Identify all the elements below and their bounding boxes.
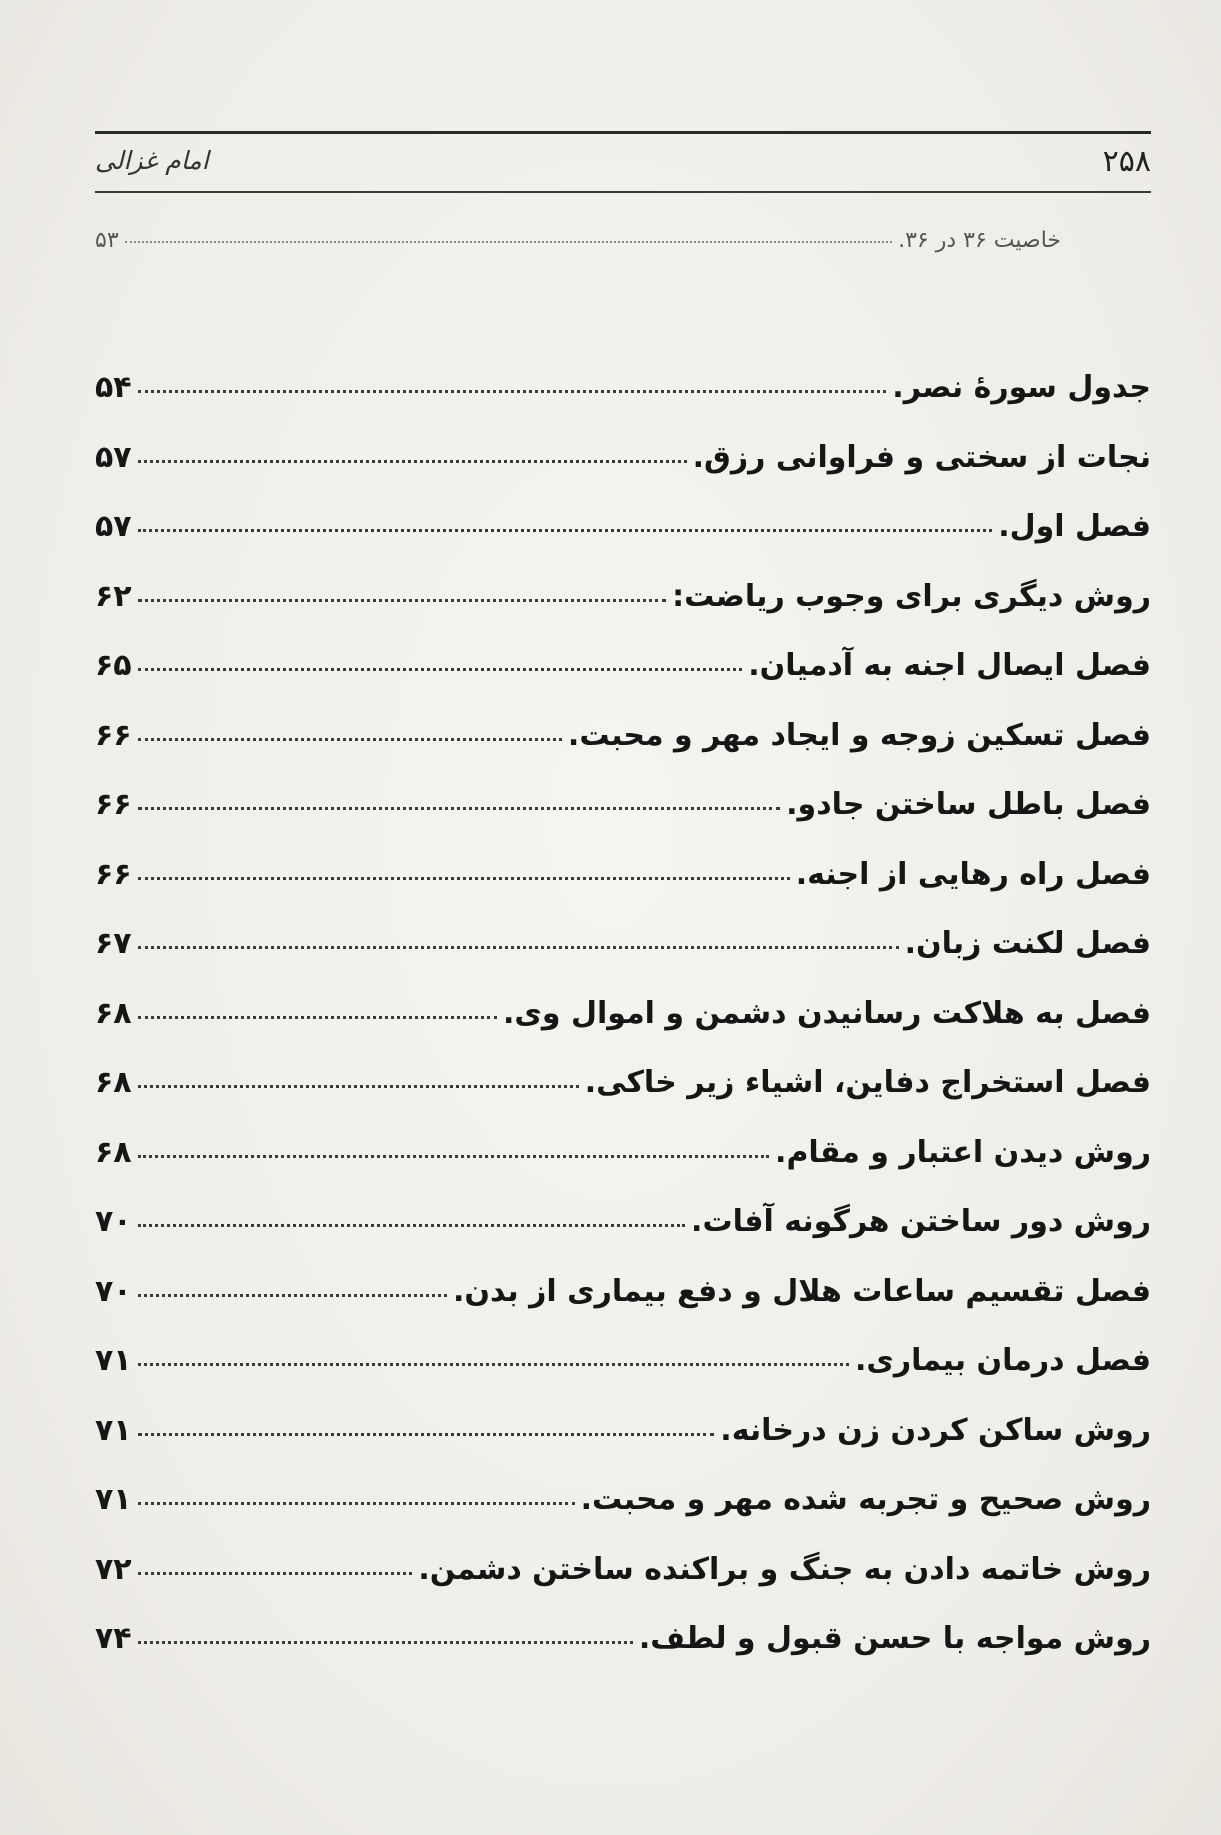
table-of-contents [95, 228, 1151, 1691]
toc-entry-page: ۶۸ [95, 1134, 132, 1170]
toc-entry-title: نجات از سختی و فراوانی رزق. [692, 439, 1151, 475]
toc-entry [95, 787, 1151, 857]
toc-entry [95, 718, 1151, 788]
toc-entry-page: ۶۸ [95, 1065, 132, 1100]
toc-entry-title: فصل اول. [998, 509, 1151, 544]
toc-entry-page: ۷۱ [95, 1412, 132, 1448]
dot-leader [138, 529, 993, 532]
toc-entry [95, 370, 1151, 440]
toc-entry [95, 926, 1151, 996]
toc-entry [95, 1621, 1151, 1691]
toc-entry [95, 996, 1151, 1066]
toc-entry-title: روش صحیح و تجربه شده مهر و محبت. [580, 1482, 1151, 1517]
toc-entry-title: فصل تسکین زوجه و ایجاد مهر و محبت. [567, 717, 1151, 753]
toc-entry-page: ۵۴ [95, 370, 132, 405]
dot-leader [138, 1155, 769, 1158]
dot-leader [138, 1085, 579, 1088]
toc-entry-title: روش دور ساختن هرگونه آفات. [691, 1204, 1151, 1239]
toc-entry-page: ۷۱ [95, 1482, 132, 1517]
dot-leader [138, 1363, 849, 1366]
book-title: امام غزالی [95, 146, 209, 175]
dot-leader [138, 460, 687, 463]
toc-entry-title: فصل باطل ساختن جادو. [786, 787, 1151, 822]
toc-entry [95, 1274, 1151, 1344]
toc-entry-page: ۶۷ [95, 926, 132, 961]
toc-entry-page: ۶۵ [95, 648, 132, 683]
toc-entry-page: ۷۱ [95, 1343, 132, 1378]
running-head [95, 138, 1151, 188]
toc-entry-page: ۷۰ [95, 1273, 132, 1309]
header-top-rule [95, 131, 1151, 134]
toc-entry [95, 1482, 1151, 1552]
dot-leader [138, 807, 781, 810]
toc-entry [95, 509, 1151, 579]
toc-entry [95, 1552, 1151, 1622]
dot-leader [138, 1016, 497, 1019]
page-number: ۲۵۸ [1102, 144, 1151, 179]
toc-entry-title: فصل به هلاکت رسانیدن دشمن و اموال وی. [503, 995, 1151, 1031]
dot-leader [125, 241, 892, 243]
toc-entry-page: ۶۶ [95, 787, 132, 822]
toc-entry-page: ۵۷ [95, 509, 132, 544]
toc-entry-page: ۷۲ [95, 1551, 132, 1587]
dot-leader [138, 668, 743, 671]
toc-entry [95, 579, 1151, 649]
toc-entry-title: روش مواجه با حسن قبول و لطف. [638, 1621, 1151, 1656]
toc-entry [95, 1413, 1151, 1483]
toc-entry [95, 857, 1151, 927]
dot-leader [138, 1502, 575, 1505]
dot-leader [138, 1572, 413, 1575]
toc-entry [95, 648, 1151, 718]
dot-leader [138, 738, 562, 741]
toc-entry [95, 1135, 1151, 1205]
toc-entry-title: روش دیدن اعتبار و مقام. [775, 1134, 1151, 1170]
dot-leader [138, 390, 887, 393]
dot-leader [138, 599, 667, 602]
toc-entry-page: ۶۶ [95, 856, 132, 892]
toc-entry-page: ۷۰ [95, 1204, 132, 1239]
dot-leader [138, 946, 899, 949]
toc-entry-title: فصل ایصال اجنه به آدمیان. [748, 648, 1151, 683]
toc-entry-title: خاصیت ۳۶ در ۳۶. [898, 228, 1061, 253]
toc-entry-page: ۷۴ [95, 1621, 132, 1656]
toc-entry [95, 1204, 1151, 1274]
toc-entry [95, 1065, 1151, 1135]
dot-leader [138, 1641, 633, 1644]
dot-leader [138, 1224, 685, 1227]
toc-entry-page: ۶۶ [95, 717, 132, 753]
toc-entry-title: روش دیگری برای وجوب ریاضت: [672, 578, 1151, 614]
toc-entry-title: فصل تقسیم ساعات هلال و دفع بیماری از بدن. [453, 1273, 1151, 1309]
dot-leader [138, 1433, 715, 1436]
toc-entry [95, 1343, 1151, 1413]
toc-entry-title: روش ساکن کردن زن درخانه. [720, 1412, 1151, 1448]
toc-entry-page: ۵۷ [95, 439, 132, 475]
dot-leader [138, 877, 790, 880]
toc-entry [95, 228, 1151, 278]
toc-entry-title: روش خاتمه دادن به جنگ و براکنده ساختن دشمن. [418, 1551, 1151, 1587]
toc-entry-page: ۶۸ [95, 995, 132, 1031]
toc-entry-page: ۵۳ [95, 228, 119, 253]
toc-entry-page: ۶۲ [95, 578, 132, 614]
dot-leader [138, 1294, 447, 1297]
toc-entry-title: فصل لکنت زبان. [904, 926, 1151, 961]
toc-entry [95, 440, 1151, 510]
toc-entry-title: فصل راه رهایی از اجنه. [795, 856, 1151, 892]
toc-entry-title: جدول سورهٔ نصر. [892, 370, 1151, 405]
toc-entry-title: فصل درمان بیماری. [854, 1343, 1151, 1378]
header-bottom-rule [95, 191, 1151, 193]
toc-entry-title: فصل استخراج دفاین، اشیاء زیر خاکی. [584, 1065, 1151, 1100]
toc-list [95, 370, 1151, 1691]
